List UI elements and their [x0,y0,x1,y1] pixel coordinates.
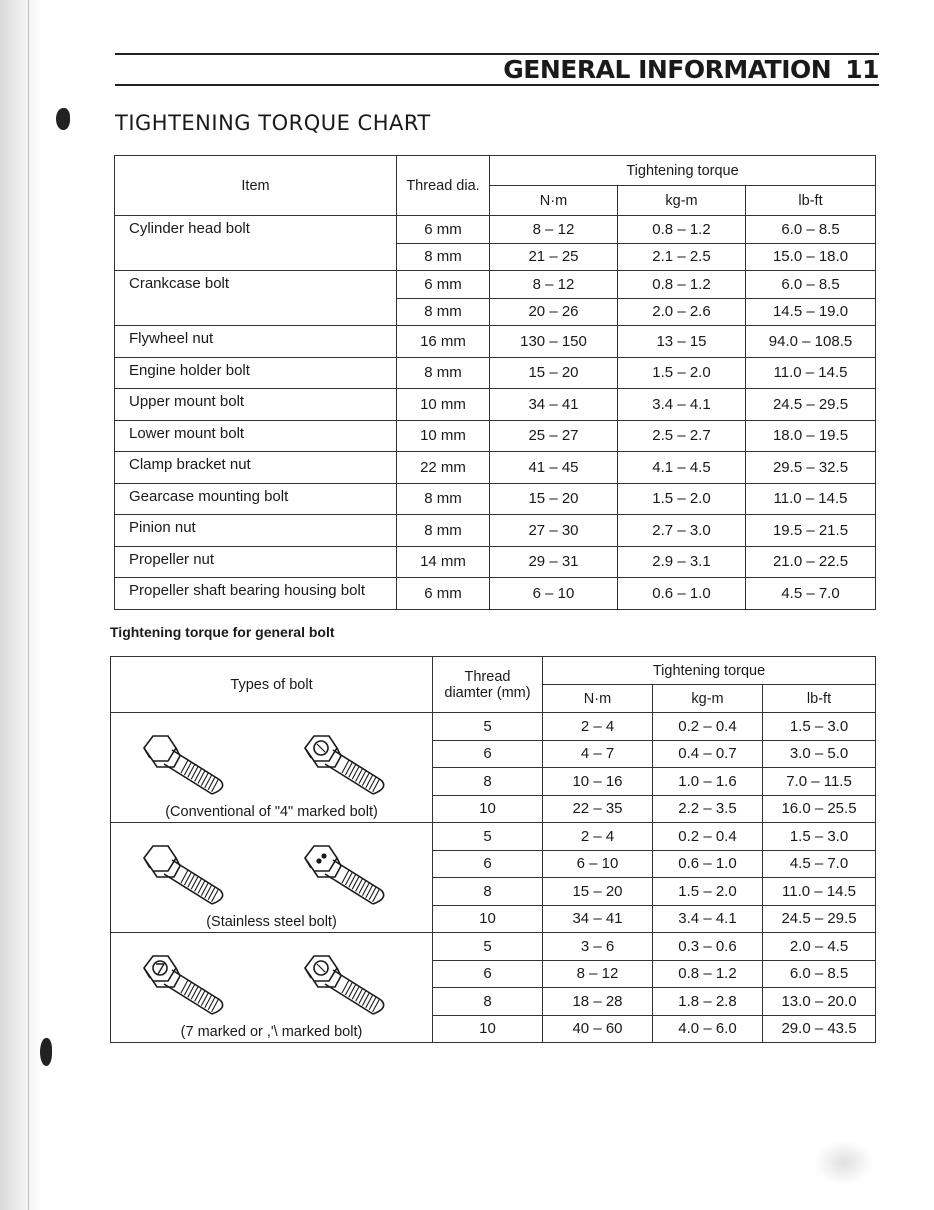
header-kgm: kg-m [653,685,763,713]
kgm-cell: 13 – 15 [618,326,746,358]
thread-cell: 6 mm [397,271,490,299]
thread-cell: 10 [433,1015,543,1043]
kgm-cell: 1.5 – 2.0 [618,483,746,515]
thread-cell: 6 mm [397,216,490,244]
bolt-caption: (Stainless steel bolt) [206,914,337,930]
kgm-cell: 1.0 – 1.6 [653,768,763,796]
kgm-cell: 0.2 – 0.4 [653,713,763,741]
lbft-cell: 1.5 – 3.0 [763,713,876,741]
nm-cell: 21 – 25 [490,243,618,271]
nm-cell: 34 – 41 [490,389,618,421]
nm-cell: 40 – 60 [543,1015,653,1043]
thread-cell: 8 [433,988,543,1016]
header-tightening-torque: Tightening torque [490,156,876,186]
header-thread-diameter [433,657,543,713]
kgm-cell: 0.2 – 0.4 [653,823,763,851]
bolt-type-cell [111,823,433,933]
hex-bolt-icon [136,838,246,910]
thread-cell: 16 mm [397,326,490,358]
bolt-illustrations [111,724,432,804]
lbft-cell: 7.0 – 11.5 [763,768,876,796]
kgm-cell: 0.6 – 1.0 [618,578,746,610]
lbft-cell: 6.0 – 8.5 [746,216,876,244]
table-row [115,515,876,547]
table-row [111,713,876,741]
lbft-cell: 29.5 – 32.5 [746,452,876,484]
kgm-cell: 3.4 – 4.1 [653,905,763,933]
nm-cell: 34 – 41 [543,905,653,933]
item-cell: Flywheel nut [115,326,397,358]
general-bolt-title: Tightening torque for general bolt [110,624,335,640]
table-row [115,546,876,578]
section-title: GENERAL INFORMATION [503,55,832,84]
kgm-cell: 0.8 – 1.2 [618,216,746,244]
thread-cell: 8 mm [397,243,490,271]
kgm-cell: 4.0 – 6.0 [653,1015,763,1043]
item-cell: Propeller nut [115,546,397,578]
table-row [115,326,876,358]
header-rule [115,84,879,86]
lbft-cell: 24.5 – 29.5 [746,389,876,421]
lbft-cell: 21.0 – 22.5 [746,546,876,578]
kgm-cell: 0.6 – 1.0 [653,850,763,878]
kgm-cell: 3.4 – 4.1 [618,389,746,421]
kgm-cell: 2.1 – 2.5 [618,243,746,271]
header-lbft: lb-ft [746,186,876,216]
thread-cell: 8 mm [397,357,490,389]
header-thread-dia: Thread dia. [397,156,490,216]
lbft-cell: 11.0 – 14.5 [763,878,876,906]
lbft-cell: 2.0 – 4.5 [763,933,876,961]
lbft-cell: 18.0 – 19.5 [746,420,876,452]
table-row [115,483,876,515]
item-cell: Cylinder head bolt [115,216,397,271]
kgm-cell: 1.5 – 2.0 [653,878,763,906]
nm-cell: 6 – 10 [490,578,618,610]
kgm-cell: 0.8 – 1.2 [618,271,746,299]
chart-title: TIGHTENING TORQUE CHART [115,111,431,135]
nm-cell: 18 – 28 [543,988,653,1016]
nm-cell: 10 – 16 [543,768,653,796]
nm-cell: 3 – 6 [543,933,653,961]
punch-hole-mark [40,1038,52,1066]
bolt-illustrations [111,834,432,914]
lbft-cell: 6.0 – 8.5 [763,960,876,988]
table-row [115,389,876,421]
table-row [111,933,876,961]
kgm-cell: 1.8 – 2.8 [653,988,763,1016]
general-bolt-torque-table [110,656,876,1043]
kgm-cell: 0.8 – 1.2 [653,960,763,988]
nm-cell: 41 – 45 [490,452,618,484]
thread-cell: 8 mm [397,483,490,515]
thread-cell: 5 [433,713,543,741]
bolt-caption: (Conventional of "4" marked bolt) [165,804,378,820]
header-nm: N·m [490,186,618,216]
nm-cell: 15 – 20 [490,483,618,515]
page-number: 11 [845,55,879,84]
table-row [115,271,876,299]
nm-cell: 25 – 27 [490,420,618,452]
thread-cell: 8 [433,878,543,906]
marked-head-bolt-icon [297,948,407,1020]
thread-cell: 10 mm [397,420,490,452]
lbft-cell: 14.5 – 19.0 [746,298,876,326]
dot-marked-bolt-icon [297,838,407,910]
bolt-type-cell [111,713,433,823]
item-cell: Crankcase bolt [115,271,397,326]
header-tightening-torque: Tightening torque [543,657,876,685]
marked-head-bolt-icon [297,728,407,800]
hex-bolt-icon [136,728,246,800]
thread-cell: 14 mm [397,546,490,578]
section-header [503,55,879,85]
header-kgm: kg-m [618,186,746,216]
lbft-cell: 4.5 – 7.0 [763,850,876,878]
item-cell: Gearcase mounting bolt [115,483,397,515]
kgm-cell: 0.3 – 0.6 [653,933,763,961]
lbft-cell: 29.0 – 43.5 [763,1015,876,1043]
nm-cell: 22 – 35 [543,795,653,823]
seven-marked-bolt-icon [136,948,246,1020]
lbft-cell: 15.0 – 18.0 [746,243,876,271]
lbft-cell: 13.0 – 20.0 [763,988,876,1016]
nm-cell: 2 – 4 [543,823,653,851]
nm-cell: 29 – 31 [490,546,618,578]
thread-cell: 8 mm [397,298,490,326]
punch-hole-mark [56,108,70,130]
lbft-cell: 4.5 – 7.0 [746,578,876,610]
thread-cell: 6 [433,740,543,768]
nm-cell: 2 – 4 [543,713,653,741]
bolt-caption: (7 marked or ,'\ marked bolt) [180,1024,363,1040]
tightening-torque-table [114,155,876,610]
table-row [115,578,876,610]
nm-cell: 20 – 26 [490,298,618,326]
thread-cell: 6 [433,850,543,878]
kgm-cell: 2.5 – 2.7 [618,420,746,452]
item-cell: Upper mount bolt [115,389,397,421]
thread-cell: 10 [433,795,543,823]
thread-cell: 5 [433,933,543,961]
page-smudge [814,1140,874,1185]
header-thread-line1: Thread [464,668,511,685]
kgm-cell: 2.9 – 3.1 [618,546,746,578]
kgm-cell: 2.7 – 3.0 [618,515,746,547]
nm-cell: 15 – 20 [543,878,653,906]
lbft-cell: 1.5 – 3.0 [763,823,876,851]
kgm-cell: 1.5 – 2.0 [618,357,746,389]
kgm-cell: 4.1 – 4.5 [618,452,746,484]
item-cell: Engine holder bolt [115,357,397,389]
bolt-illustrations [111,944,432,1024]
nm-cell: 8 – 12 [490,216,618,244]
thread-cell: 8 mm [397,515,490,547]
item-cell: Pinion nut [115,515,397,547]
nm-cell: 8 – 12 [490,271,618,299]
lbft-cell: 3.0 – 5.0 [763,740,876,768]
lbft-cell: 6.0 – 8.5 [746,271,876,299]
lbft-cell: 16.0 – 25.5 [763,795,876,823]
thread-cell: 22 mm [397,452,490,484]
thread-cell: 5 [433,823,543,851]
table-row [115,452,876,484]
nm-cell: 27 – 30 [490,515,618,547]
thread-cell: 6 mm [397,578,490,610]
item-cell: Lower mount bolt [115,420,397,452]
kgm-cell: 2.2 – 3.5 [653,795,763,823]
header-types-of-bolt: Types of bolt [111,657,433,713]
lbft-cell: 24.5 – 29.5 [763,905,876,933]
item-cell: Propeller shaft bearing housing bolt [115,578,397,610]
header-item: Item [115,156,397,216]
lbft-cell: 11.0 – 14.5 [746,357,876,389]
item-cell: Clamp bracket nut [115,452,397,484]
table-row [111,823,876,851]
bolt-type-cell [111,933,433,1043]
header-thread-line2: diamter (mm) [444,684,531,701]
thread-cell: 10 mm [397,389,490,421]
header-nm: N·m [543,685,653,713]
nm-cell: 4 – 7 [543,740,653,768]
nm-cell: 15 – 20 [490,357,618,389]
header-lbft: lb-ft [763,685,876,713]
kgm-cell: 2.0 – 2.6 [618,298,746,326]
lbft-cell: 11.0 – 14.5 [746,483,876,515]
kgm-cell: 0.4 – 0.7 [653,740,763,768]
thread-cell: 6 [433,960,543,988]
nm-cell: 8 – 12 [543,960,653,988]
page-binding-edge [0,0,42,1210]
table-row [115,357,876,389]
nm-cell: 130 – 150 [490,326,618,358]
lbft-cell: 19.5 – 21.5 [746,515,876,547]
thread-cell: 8 [433,768,543,796]
lbft-cell: 94.0 – 108.5 [746,326,876,358]
table-row [115,216,876,244]
thread-cell: 10 [433,905,543,933]
table-row [115,420,876,452]
nm-cell: 6 – 10 [543,850,653,878]
